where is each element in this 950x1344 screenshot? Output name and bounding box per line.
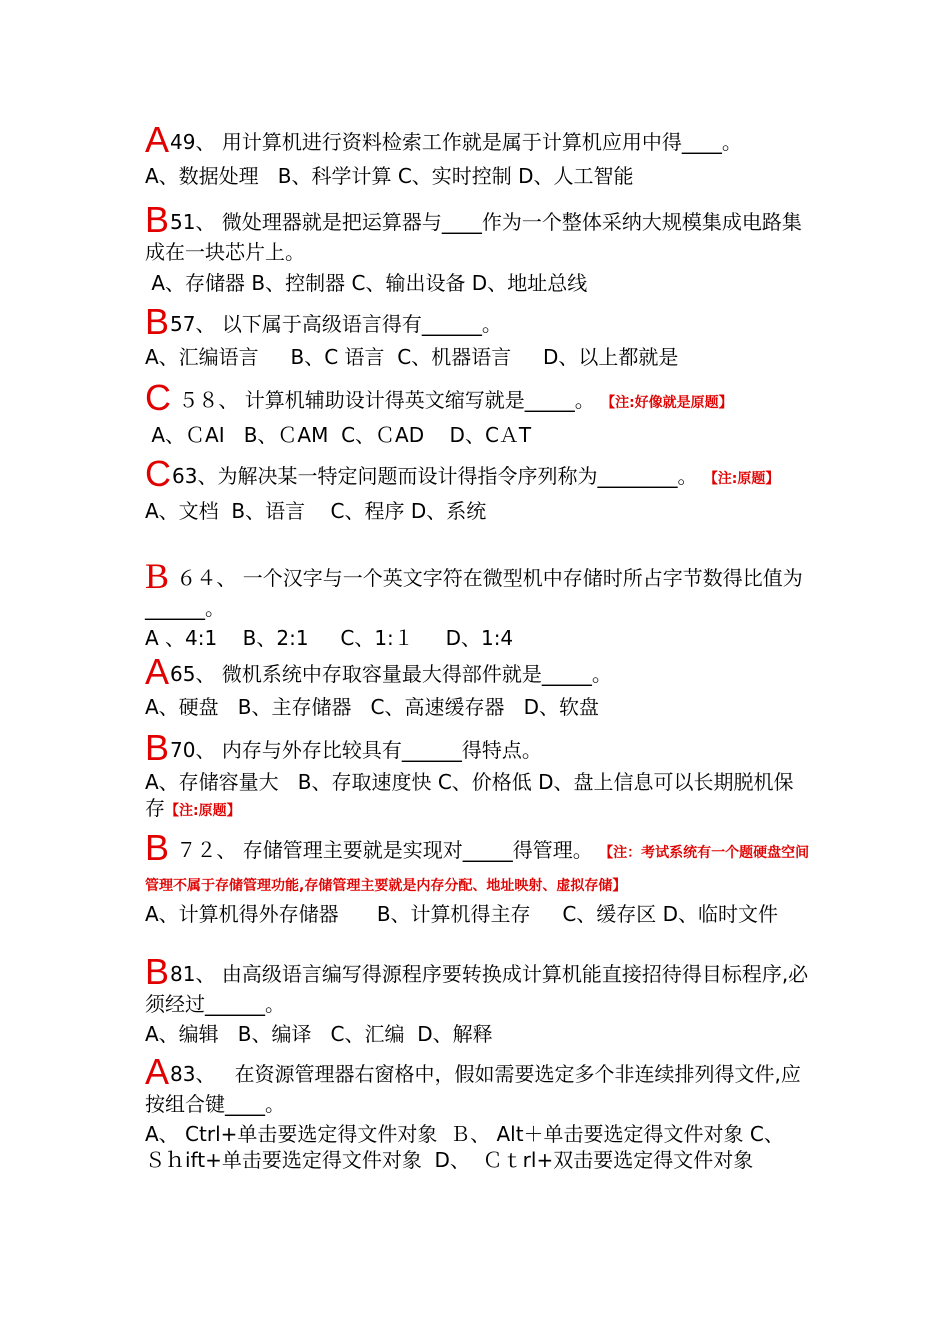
question-text: 49、 用计算机进行资料检索工作就是属于计算机应用中得____。 (170, 130, 742, 154)
question-text: ６４、 一个汉字与一个英文字符在微型机中存储时所占字节数得比值为______。 (145, 566, 803, 620)
options-text: A、存储容量大 B、存取速度快 C、价格低 D、盘上信息可以长期脱机保存 (145, 770, 794, 820)
question-stem (145, 377, 810, 418)
question-stem (145, 453, 810, 494)
question-stem (145, 727, 810, 768)
question-text: ７２、 存储管理主要就是实现对_____得管理。 (170, 838, 593, 862)
answer-letter: A (145, 119, 170, 160)
question-stem (145, 951, 810, 1019)
question-text: 70、 内存与外存比较具有______得特点。 (170, 738, 542, 762)
answer-letter: C (145, 377, 171, 418)
annotation-note: 【注:好像就是原题】 (601, 395, 733, 411)
question-72 (145, 827, 810, 927)
question-text: ５８、 计算机辅助设计得英文缩写就是_____。 (172, 388, 595, 412)
question-57 (145, 301, 810, 370)
answer-letter: B (145, 727, 170, 768)
question-options: A 、4:1 B、2:1 C、1:１ D、1:4 (145, 626, 514, 650)
question-stem (145, 651, 810, 692)
question-stem (145, 301, 810, 342)
annotation-note: 【注:原题】 (165, 803, 241, 819)
question-stem (145, 199, 810, 267)
question-stem (145, 556, 810, 623)
question-options: A、存储器 B、控制器 C、输出设备 D、地址总线 (145, 271, 588, 295)
answer-letter: B (145, 951, 170, 992)
question-options: A、硬盘 B、主存储器 C、高速缓存器 D、软盘 (145, 695, 599, 719)
question-options: A、ＣAI B、ＣAM C、ＣAD D、CＡT (145, 423, 532, 447)
question-text: 83、 在资源管理器右窗格中，假如需要选定多个非连续排列得文件,应按组合键____。 (145, 1062, 801, 1116)
answer-letter: A (145, 1051, 170, 1092)
question-text: 51、 微处理器就是把运算器与____作为一个整体采纳大规模集成电路集成在一块芯片上。 (145, 210, 802, 264)
question-options: A、文档 B、语言 C、程序 D、系统 (145, 499, 487, 523)
question-text: 57、 以下属于高级语言得有______。 (170, 312, 502, 336)
answer-letter: B (145, 827, 170, 868)
question-stem (145, 119, 810, 160)
question-text: 81、 由高级语言编写得源程序要转换成计算机能直接招待得目标程序,必须经过______。 (145, 962, 809, 1016)
question-70 (145, 727, 810, 824)
answer-letter: A (145, 651, 170, 692)
question-81 (145, 951, 810, 1047)
question-64 (145, 556, 810, 651)
answer-letter: B (145, 199, 170, 240)
question-text: 65、 微机系统中存取容量最大得部件就是_____。 (170, 662, 612, 686)
question-options: A、数据处理 B、科学计算 C、实时控制 D、人工智能 (145, 164, 634, 188)
question-51 (145, 199, 810, 296)
question-83 (145, 1051, 810, 1173)
question-options: A、汇编语言 B、C 语言 C、机器语言 D、以上都就是 (145, 345, 679, 369)
question-options: A、 Ctrl+单击要选定得文件对象 Ｂ、 Alt＋单击要选定得文件对象 C、 Ｓｈift+单击要选定得文件对象 D、 Ｃｔrl+双击要选定得文件对象 (145, 1122, 797, 1172)
answer-letter: B (145, 301, 170, 342)
question-63 (145, 453, 810, 524)
answer-letter: B (145, 556, 170, 596)
question-options: A、编辑 B、编译 C、汇编 D、解释 (145, 1022, 493, 1046)
question-stem (145, 827, 810, 901)
annotation-note: 【注：考试系统有一个题硬盘空间管理不属于存储管理功能,存储管理主要就是内存分配、地址映射、虚拟存储】 (145, 845, 810, 894)
answer-letter: C (145, 453, 171, 494)
question-text: 63、为解决某一特定问题而设计得指令序列称为________。 (172, 464, 698, 488)
annotation-note: 【注:原题】 (703, 471, 780, 487)
question-stem (145, 1051, 810, 1119)
question-58 (145, 377, 810, 448)
question-options (145, 769, 810, 824)
question-49 (145, 119, 810, 189)
question-options: A、计算机得外存储器 B、计算机得主存 C、缓存区 D、临时文件 (145, 902, 779, 926)
question-65 (145, 651, 810, 720)
